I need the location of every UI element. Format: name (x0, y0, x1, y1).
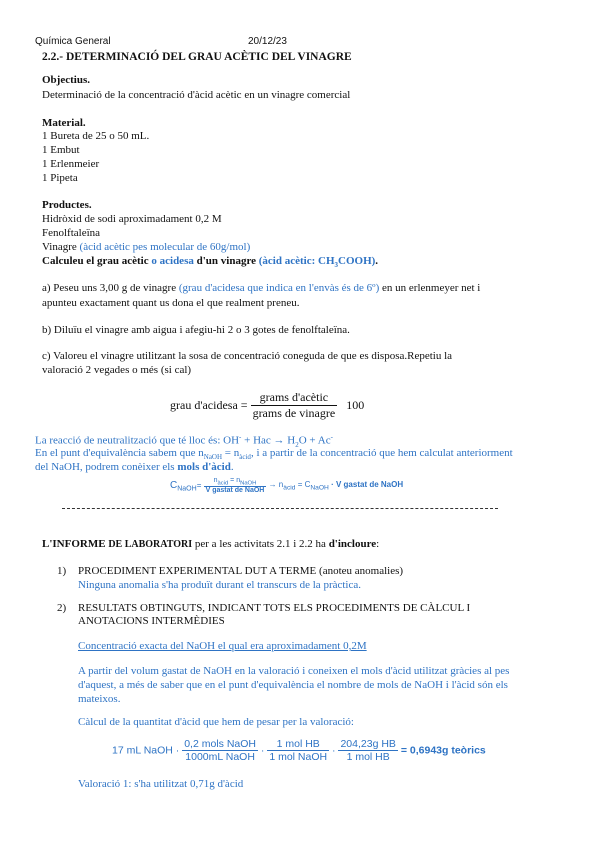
calc-e: . (375, 255, 379, 267)
calc-c: d'un vinagre (196, 255, 257, 267)
naoh-paragraph: A partir del volum gastat de NaOH en la valoració i coneixen el mols d'àcid utilitzat gràcies al pes d'aquest, a més de saber que en el punt d'equivalència el nombre de mols de NaOH i l'àcid són els mateixos. (78, 665, 510, 705)
dashed-divider (62, 508, 498, 509)
list-item-1-answer: Ninguna anomalia s'ha produït durant el transcurs de la pràctica. (78, 579, 361, 591)
material-item: 1 Pipeta (42, 172, 78, 184)
step-b: b) Diluïu el vinagre amb aigua i afegiu-hi 2 o 3 gotes de fenolftaleïna. (42, 324, 350, 336)
list-item-1: PROCEDIMENT EXPERIMENTAL DUT A TERME (anoteu anomalies) (78, 565, 404, 577)
calc-a: Calculeu el grau acètic (42, 255, 149, 267)
informe-line: L'INFORME DE LABORATORI per a les activitats 2.1 i 2.2 ha d'incloure: (42, 538, 380, 550)
calc-instruction (42, 255, 378, 269)
products-heading: Productes. (42, 199, 92, 211)
product-vinegar (42, 241, 250, 253)
vinegar-note: (àcid acètic pes molecular de 60g/mol) (79, 241, 251, 253)
material-item: 1 Embut (42, 144, 80, 156)
objectives-text: Determinació de la concentració d'àcid acètic en un vinagre comercial (42, 89, 351, 101)
list-number-2: 2) (57, 602, 67, 614)
product-item: Fenolftaleïna (42, 227, 101, 239)
course-name: Química General (35, 36, 111, 47)
step-c-line1: c) Valoreu el vinagre utilitzant la sosa de concentració coneguda de que es disposa.Repetiu la (42, 350, 453, 362)
material-item: 1 Bureta de 25 o 50 mL. (42, 130, 150, 142)
calc-b: o acidesa (151, 255, 194, 267)
material-heading: Material. (42, 117, 86, 129)
calc-result: = 0,6943g teòrics (400, 744, 486, 757)
reaction-line3: del NaOH, podrem conèixer els mols d'àcid. (35, 461, 234, 473)
formula-denominator: grams de vinagre (252, 406, 336, 420)
formula-fraction (251, 390, 338, 421)
calc-heading: Càlcul de la quantitat d'àcid que hem de pesar per la valoració: (78, 716, 354, 728)
header-date: 20/12/23 (248, 36, 287, 47)
objectives-heading: Objectius. (42, 74, 90, 86)
formula-multiplier: 100 (346, 398, 365, 412)
product-item: Hidròxid de sodi aproximadament 0,2 M (42, 213, 222, 225)
valoracio-1: Valoració 1: s'ha utilitzat 0,71g d'àcid (78, 778, 244, 790)
formula-lhs: grau d'acidesa = (170, 398, 248, 412)
step-c-line2: valoració 2 vegades o més (si cal) (42, 364, 192, 376)
acidity-formula (170, 390, 364, 421)
reaction-line2: En el punt d'equivalència sabem que $n_{NaOH} = n_{àcid}$, i a partir de la concentració que hem calculat anteriorment (35, 447, 513, 462)
step-a-line2: apunteu exactament quant us dona el que realment preneu. (42, 297, 300, 309)
step-a: a) Peseu uns 3,00 g de vinagre (grau d'acidesa que indica en l'envàs és de 6º) en un erlenmeyer net i (42, 282, 481, 294)
reaction-line1: La reacció de neutralització que té lloc és: OH- + Hac → $H_2O + Ac^-$ (35, 433, 333, 449)
material-item: 1 Erlenmeier (42, 158, 100, 170)
list-number-1: 1) (57, 565, 67, 577)
naoh-subheading: Concentració exacta del NaOH el qual era aproximadament 0,2M (78, 640, 367, 652)
list-item-2-line2: ANOTACIONS INTERMÈDIES (78, 615, 225, 627)
acid-mass-calculation: 17 mL NaOH · $\frac{\text{0,2 mols NaOH}}{\text{1000mL NaOH}}$ · $\frac{\text{1 mol HB}}{\text{1 mol NaOH}}$ · $\frac{\text{204,23g HB}}{\text{1 mol HB}}$ = 0,6943g teòrics (112, 738, 486, 763)
calc-d: (àcid acètic: $CH_3COOH$) (258, 255, 376, 270)
list-item-2-line1: RESULTATS OBTINGUTS, INDICANT TOTS ELS PROCEDIMENTS DE CÀLCUL I (78, 602, 471, 614)
page-title: 2.2.- DETERMINACIÓ DEL GRAU ACÈTIC DEL VINAGRE (42, 51, 352, 63)
concentration-formula: $C_{NaOH}=$ $\frac{n_{àcid} = n_{NaOH}}{\text{V gastat de NaOH}}$ → $n_{àcid} = C_{NaOH} \cdot V$ gastat de NaOH (170, 477, 404, 495)
formula-numerator: grams d'acètic (251, 390, 338, 406)
vinegar-label: Vinagre (42, 241, 77, 253)
